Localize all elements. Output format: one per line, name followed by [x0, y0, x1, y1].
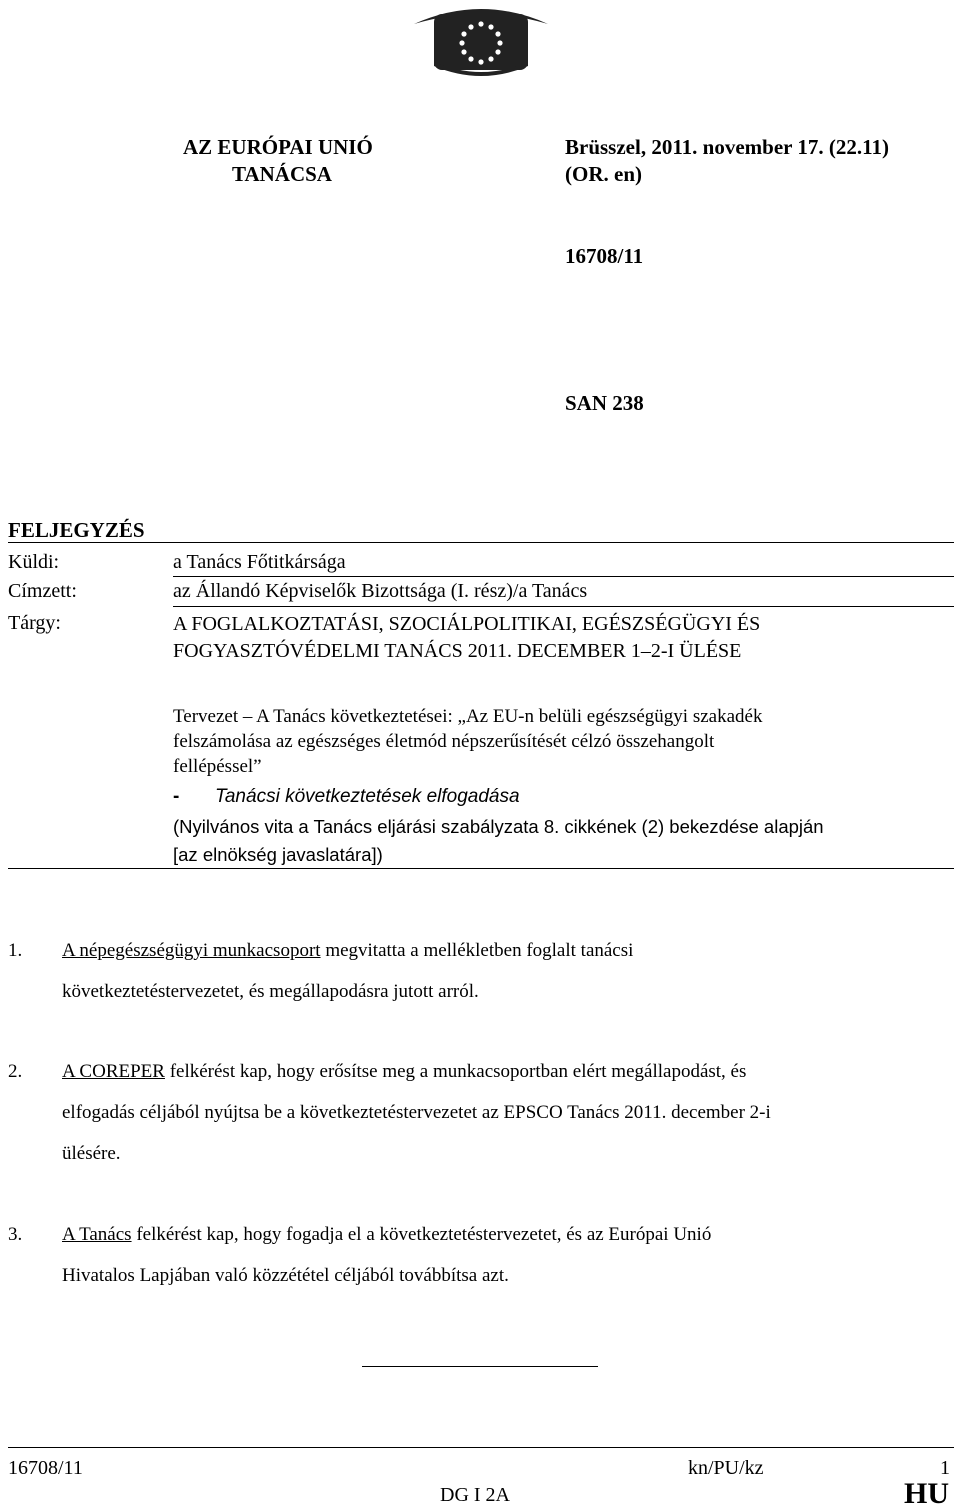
date-line1: Brüsszel, 2011. november 17. (22.11): [565, 135, 889, 159]
subject-label: Tárgy:: [8, 612, 61, 634]
to-value: az Állandó Képviselők Bizottsága (I. rész)/a Tanács: [173, 580, 588, 602]
to-label: Címzett:: [8, 580, 77, 602]
paragraph-2-line2: elfogadás céljából nyújtsa be a következtetéstervezetet az EPSCO Tanács 2011. december 2-i: [62, 1102, 771, 1123]
public-debate-line2: [az elnökség javaslatára]): [173, 844, 383, 865]
draft-line1: Tervezet – A Tanács következtetései: „Az EU-n belüli egészségügyi szakadék: [173, 706, 763, 727]
footer-page-number: 1: [940, 1457, 950, 1479]
paragraph-1-line1: [62, 930, 633, 971]
end-separator: [362, 1366, 598, 1367]
doc-code: SAN 238: [565, 391, 644, 415]
adoption-text: Tanácsi következtetések elfogadása: [215, 786, 520, 807]
footer-doc-number: 16708/11: [8, 1457, 83, 1479]
divider: [8, 542, 954, 543]
institution-name-line1: AZ EURÓPAI UNIÓ: [183, 135, 373, 159]
footer-ref: kn/PU/kz: [688, 1457, 764, 1479]
from-value: a Tanács Főtitkársága: [173, 551, 346, 573]
divider: [8, 868, 954, 869]
paragraph-2-text: felkérést kap, hogy erősítse meg a munkacsoportban elért megállapodást, és: [164, 1061, 747, 1082]
paragraph-number: 2.: [8, 1061, 23, 1082]
adoption-dash: -: [173, 786, 180, 807]
doc-number: 16708/11: [565, 244, 644, 268]
paragraph-1-line2: következtetéstervezetet, és megállapodásra jutott arról.: [62, 981, 479, 1002]
subject-line2: FOGYASZTÓVÉDELMI TANÁCS 2011. DECEMBER 1–2-I ÜLÉSE: [173, 640, 742, 662]
paragraph-2-subject: A COREPER: [62, 1061, 165, 1082]
paragraph-number: 1.: [8, 940, 23, 961]
paragraph-3-line1: [62, 1214, 711, 1255]
paragraph-1-subject: A népegészségügyi munkacsoport: [62, 940, 321, 961]
paragraph-number: 3.: [8, 1224, 23, 1245]
draft-line3: fellépéssel”: [173, 756, 262, 777]
paragraph-1-text: megvitatta a mellékletben foglalt tanácsi: [320, 940, 634, 961]
paragraph-3-subject: A Tanács: [62, 1224, 132, 1245]
institution-name-line2: TANÁCSA: [232, 162, 332, 186]
from-label: Küldi:: [8, 551, 60, 573]
note-title: FELJEGYZÉS: [8, 518, 145, 542]
footer-divider: [8, 1447, 954, 1448]
draft-line2: felszámolása az egészséges életmód népszerűsítését célzó összehangolt: [173, 731, 715, 752]
eu-council-logo-icon: [408, 0, 554, 80]
divider: [173, 576, 954, 577]
divider: [173, 606, 954, 607]
footer-lang: HU: [904, 1477, 949, 1510]
footer-dg: DG I 2A: [440, 1484, 510, 1506]
date-line2: (OR. en): [565, 162, 642, 186]
public-debate-line1: (Nyilvános vita a Tanács eljárási szabályzata 8. cikkének (2) bekezdése alapján: [173, 816, 824, 837]
paragraph-2-line3: ülésére.: [62, 1143, 121, 1164]
subject-line1: A FOGLALKOZTATÁSI, SZOCIÁLPOLITIKAI, EGÉSZSÉGÜGYI ÉS: [173, 613, 761, 635]
paragraph-3-line2: Hivatalos Lapjában való közzététel céljából továbbítsa azt.: [62, 1265, 509, 1286]
paragraph-2-line1: [62, 1051, 746, 1092]
paragraph-3-text: felkérést kap, hogy fogadja el a következtetéstervezetet, és az Európai Unió: [131, 1224, 712, 1245]
